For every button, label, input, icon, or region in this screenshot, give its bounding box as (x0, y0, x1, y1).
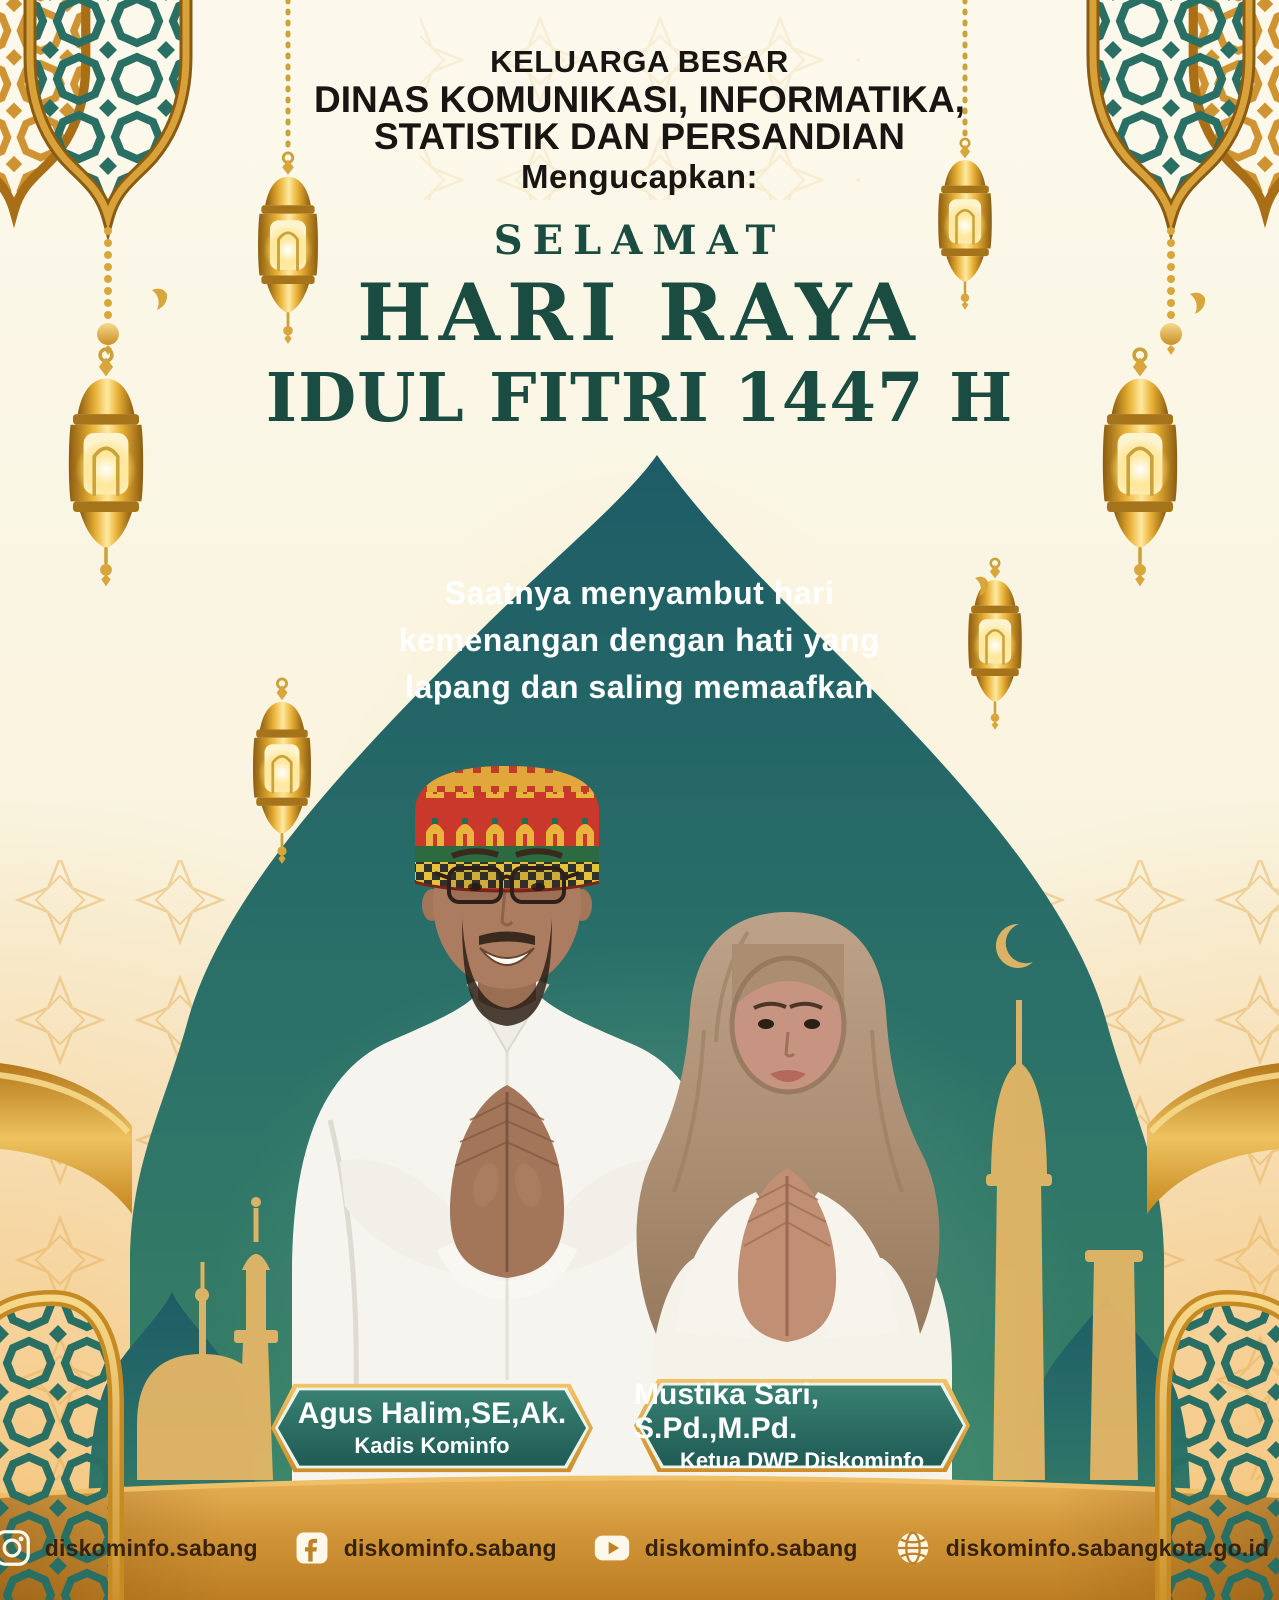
social-handle: diskominfo.sabang (343, 1534, 557, 1561)
greeting-title-line1: HARI RAYA (357, 266, 922, 359)
social-item-youtube (591, 1527, 858, 1569)
name-plate-right (634, 1376, 970, 1475)
message-line: lapang dan saling memaafkan (405, 669, 874, 705)
org-header-announce: Mengucapkan: (520, 158, 759, 195)
person-name: Mustika Sari, S.Pd.,M.Pd. (634, 1377, 820, 1445)
instagram-icon (0, 1527, 33, 1569)
social-item-facebook (292, 1528, 557, 1568)
message-line: kemenangan dengan hati yang (398, 622, 881, 658)
name-plate-left (271, 1381, 593, 1475)
org-header-line1: KELUARGA BESAR (490, 44, 789, 79)
youtube-icon (591, 1527, 633, 1569)
social-handle: diskominfo.sabang (644, 1534, 858, 1561)
footer-social-row (44, 1516, 1270, 1580)
greeting-title-line2: IDUL FITRI 1447 H (265, 358, 1014, 437)
kupiah-hat (415, 766, 599, 891)
social-item-website (892, 1527, 1270, 1569)
social-handle: diskominfo.sabangkota.go.id (945, 1534, 1270, 1561)
message-line: Saatnya menyambut hari (444, 575, 835, 611)
person-title: Kadis Kominfo (354, 1433, 510, 1458)
social-handle: diskominfo.sabang (44, 1534, 258, 1561)
greeting-pre-title: SELAMAT (493, 217, 786, 264)
person-title: Ketua DWP Diskominfo (679, 1447, 925, 1473)
facebook-icon (292, 1528, 332, 1568)
globe-icon (892, 1527, 934, 1569)
social-item-instagram (0, 1527, 258, 1569)
org-header-line2: DINAS KOMUNIKASI, INFORMATIKA, (314, 79, 965, 120)
person-name: Agus Halim,SE,Ak. (297, 1397, 567, 1430)
org-header-line3: STATISTIK DAN PERSANDIAN (373, 116, 906, 157)
greeting-message (0, 570, 1279, 711)
